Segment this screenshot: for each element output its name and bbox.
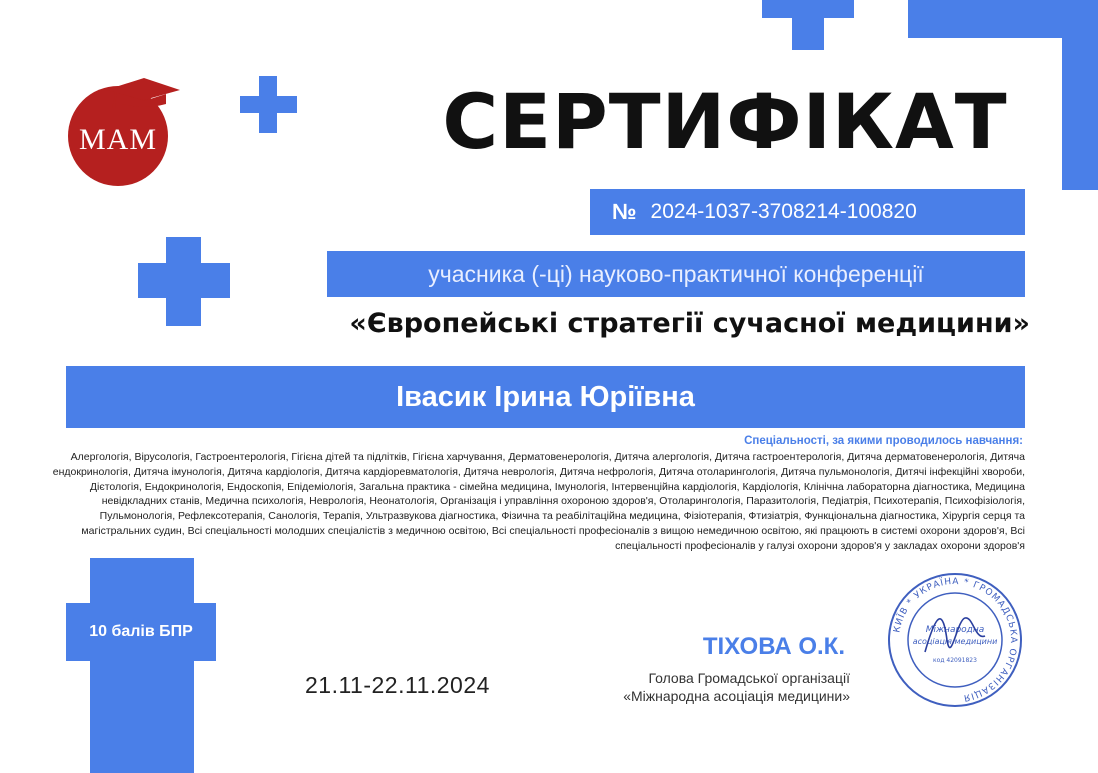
- stamp-outer-text: КИЇВ * УКРАЇНА * ГРОМАДСЬКА ОРГАНІЗАЦІЯ: [892, 576, 1019, 703]
- points-badge: 10 балів БПР: [66, 603, 216, 661]
- signer-name: ТІХОВА О.К.: [702, 633, 845, 660]
- certificate-title: СЕРТИФІКАТ: [442, 77, 1008, 166]
- stamp-inner-line1: Міжнародна: [925, 625, 985, 635]
- official-stamp: [885, 570, 1025, 710]
- specialties-list: Алергологія, Вірусологія, Гастроентерологія, Гігієна дітей та підлітків, Гігієна харчування, Дерматовенерологія, Дитяча алергологія, Дитяча гастроентерологія, Дитяча дерматовенерологія, Дитяча ендокринологія, Дитяча імунологія, Дитяча кардіологія, Дитяча кардіоревматологія, Дитяча неврологія, Дитяча нефрологія, Дитяча отоларингологія, Дитяча пульмонологія, Дитячі інфекційні хвороби, Дієтологія, Ендокринологія, Ендоскопія, Епідеміологія, Загальна практика - сімейна медицина, Імунологія, Інтервенційна кардіологія, Кардіологія, Клінічна лабораторна діагностика, Медицина невідкладних станів, Медична психологія, Неврологія, Неонатологія, Організація і управління охороною здоров'я, Отоларингологія, Паразитологія, Педіатрія, Психотерапія, Психофізіологія, Пульмонологія, Рефлексотерапія, Санологія, Терапія, Ультразвукова діагностика, Фізична та реабілітаційна медицина, Фізіотерапія, Фтизіатрія, Функціональна діагностика, Хірургія серця та магістральних судин, Всі спеціальності молодших спеціалістів з медичною освітою, Всі спеціальності професіоналів з вищою немедичною освітою, які працюють в системі охорони здоров'я, Всі спеціальності професіоналів у галузі охорони здоров'я у закладах охорони здоров'я: [52, 451, 1025, 552]
- certificate-number: 2024-1037-3708214-100820: [650, 200, 917, 223]
- specialties-heading: Спеціальності, за якими проводилось навчання:: [744, 435, 1023, 447]
- certificate-number-box: [590, 189, 1025, 235]
- participant-name: Івасик Ірина Юріївна: [66, 366, 1025, 428]
- stamp-inner-line2: асоціація медицини: [912, 637, 998, 646]
- graduation-cap-icon: [100, 76, 184, 108]
- number-symbol: №: [612, 199, 637, 224]
- conference-name: «Європейські стратегії сучасної медицини»: [349, 308, 1030, 339]
- organization-logo: МАМ: [68, 86, 168, 186]
- signer-role-line2: «Міжнародна асоціація медицини»: [623, 688, 850, 704]
- conference-date: 21.11-22.11.2024: [305, 672, 490, 698]
- stamp-code: код 42091823: [933, 657, 977, 664]
- signer-role-line1: Голова Громадської організації: [648, 670, 850, 686]
- participant-subtitle: учасника (-ці) науково-практичної конференції: [327, 251, 1025, 297]
